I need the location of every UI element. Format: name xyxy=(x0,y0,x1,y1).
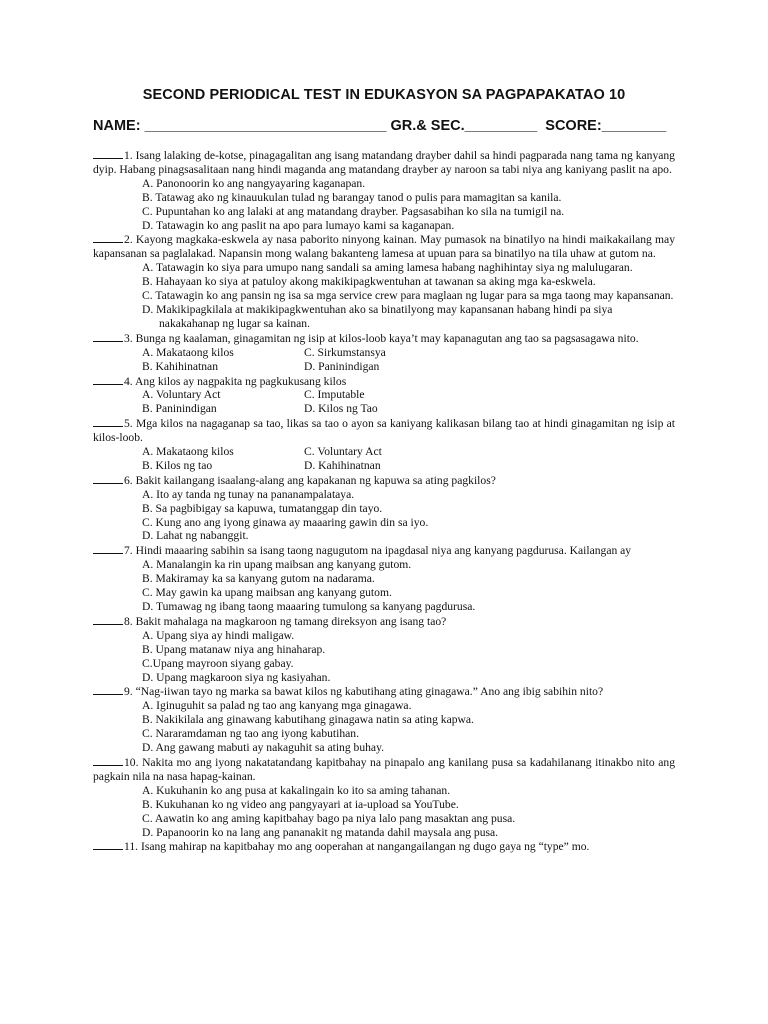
question-text: Bakit mahalaga na magkaroon ng tamang direksyon ang isang tao? xyxy=(135,614,447,628)
answer-option: C. Pupuntahan ko ang lalaki at ang matandang drayber. Pagsasabihan ko sila na tumigil na. xyxy=(142,204,565,218)
question-stem xyxy=(93,148,675,177)
answer-option: A. Ito ay tanda ng tunay na pananampalataya. xyxy=(142,487,355,501)
answer-option: B. Paninindigan xyxy=(142,402,217,416)
answer-option: A. Panonoorin ko ang nangyayaring kaganapan. xyxy=(142,176,366,190)
question-item xyxy=(93,684,675,755)
question-stem xyxy=(93,543,675,558)
answer-option: D. Tatawagin ko ang paslit na apo para lumayo kami sa kaganapan. xyxy=(142,218,455,232)
question-stem xyxy=(93,416,675,445)
question-stem xyxy=(93,614,675,629)
question-number: 3. xyxy=(124,331,133,345)
answer-option: C. Kung ano ang iyong ginawa ay maaaring gawin din sa iyo. xyxy=(142,515,429,529)
answer-option: D. Papanoorin ko na lang ang pananakit ng matanda dahil maysala ang pusa. xyxy=(142,825,499,839)
question-stem xyxy=(93,473,675,488)
answer-blank xyxy=(93,755,123,766)
answer-option: B. Sa pagbibigay sa kapuwa, tumatanggap din tayo. xyxy=(142,501,383,515)
answer-option: B. Hahayaan ko siya at patuloy akong makikipagkwentuhan at tawanan sa aking mga ka-eskwela. xyxy=(142,275,596,289)
answer-option: C. Imputable xyxy=(304,388,365,402)
page-title: SECOND PERIODICAL TEST IN EDUKASYON SA PAGPAPAKATAO 10 xyxy=(142,87,626,103)
answer-option-row xyxy=(93,346,675,360)
answer-option: A. Kukuhanin ko ang pusa at kakalingain ko ito sa aming tahanan. xyxy=(142,783,451,797)
answer-option: C. Aawatin ko ang aming kapitbahay bago pa niya lalo pang masaktan ang pusa. xyxy=(142,811,516,825)
answer-option-row xyxy=(93,388,675,402)
question-stem xyxy=(93,755,675,784)
answer-blank xyxy=(93,416,123,427)
question-text: Bakit kailangang isaalang-alang ang kapakanan ng kapuwa sa ating pagkilos? xyxy=(135,473,496,487)
question-item xyxy=(93,331,675,374)
question-item xyxy=(93,839,675,854)
answer-option: A. Manalangin ka rin upang maibsan ang kanyang gutom. xyxy=(142,558,412,572)
question-number: 4. xyxy=(124,374,133,388)
question-item xyxy=(93,232,675,330)
question-stem xyxy=(93,684,675,699)
question-text: Kayong magkaka-eskwela ay nasa paborito ninyong kainan. May pumasok na binatilyo na hindi maikakailang may kapansanan sa paglalakad. Napansin mong walang bakanteng lamesa at upuan para sa binatilyo na tila uhaw at gutom na. xyxy=(93,233,676,261)
score-label: SCORE: xyxy=(537,118,602,134)
question-item xyxy=(93,473,675,544)
answer-option: A. Voluntary Act xyxy=(142,388,221,402)
answer-blank xyxy=(93,473,123,484)
answer-blank xyxy=(93,331,123,342)
answer-blank xyxy=(93,684,123,695)
question-stem xyxy=(93,839,675,854)
answer-option: B. Tatawag ako ng kinauukulan tulad ng barangay tanod o pulis para mamagitan sa kanila. xyxy=(142,190,562,204)
answer-option: A. Tatawagin ko siya para umupo nang sandali sa aming lamesa habang naghihintay siya ng malulugaran. xyxy=(142,261,633,275)
answer-option-row xyxy=(93,402,675,416)
question-number: 9. xyxy=(124,685,133,699)
answer-option: A. Makataong kilos xyxy=(142,445,234,459)
student-info-line xyxy=(93,118,693,134)
question-list xyxy=(93,148,675,854)
grade-section-label: GR.& SEC. xyxy=(386,118,465,134)
question-number: 10. xyxy=(124,755,139,769)
answer-option: C. May gawin ka upang maibsan ang kanyang gutom. xyxy=(142,586,392,600)
question-stem xyxy=(93,374,675,389)
question-item xyxy=(93,543,675,614)
answer-option-row xyxy=(93,459,675,473)
question-item xyxy=(93,755,675,839)
question-item xyxy=(93,374,675,417)
answer-option: B. Kilos ng tao xyxy=(142,458,213,472)
answer-blank xyxy=(93,543,123,554)
answer-option: C. Tatawagin ko ang pansin ng isa sa mga service crew para maglaan ng lugar para sa mga taong may kapansanan. xyxy=(142,289,674,303)
question-stem xyxy=(93,232,675,261)
question-stem xyxy=(93,331,675,346)
answer-option: D. Paninindigan xyxy=(304,359,380,373)
answer-option: A. Iginuguhit sa palad ng tao ang kanyang mga ginagawa. xyxy=(142,699,412,713)
answer-option: B. Kukuhanan ko ng video ang pangyayari at ia-upload sa YouTube. xyxy=(142,797,459,811)
answer-option: A. Upang siya ay hindi maligaw. xyxy=(142,628,295,642)
question-text: Ang kilos ay nagpakita ng pagkukusang kilos xyxy=(134,374,347,388)
answer-option: B. Nakikilala ang ginawang kabutihang ginagawa natin sa ating kapwa. xyxy=(142,713,474,727)
question-number: 6. xyxy=(124,473,133,487)
question-text: Isang mahirap na kapitbahay mo ang ooperahan at nangangailangan ng dugo gaya ng “type” mo. xyxy=(140,840,590,854)
answer-option: D. Kilos ng Tao xyxy=(304,402,378,416)
answer-blank xyxy=(93,232,123,243)
answer-option: D. Tumawag ng ibang taong maaaring tumulong sa kanyang pagdurusa. xyxy=(142,600,476,613)
question-text: “Nag-iiwan tayo ng marka sa bawat kilos ng kabutihang ating ginagawa.” Ano ang ibig sabihin nito? xyxy=(135,685,604,699)
question-item xyxy=(93,614,675,685)
answer-option: C.Upang mayroon siyang gabay. xyxy=(142,656,294,670)
question-text: Mga kilos na nagaganap sa tao, likas sa tao o ayon sa kaniyang kalikasan bilang tao at hindi ginagamitan ng isip at kilos-loob. xyxy=(93,417,676,445)
answer-option: D. Lahat ng nabanggit. xyxy=(142,529,249,543)
answer-option: B. Upang matanaw niya ang hinaharap. xyxy=(142,642,326,656)
answer-option: C. Voluntary Act xyxy=(304,445,382,459)
question-number: 1. xyxy=(124,149,133,162)
answer-blank xyxy=(93,839,123,850)
answer-option: D. Ang gawang mabuti ay nakaguhit sa ating buhay. xyxy=(142,741,385,755)
question-text: Nakita mo ang iyong nakatatandang kapitbahay na pinapalo ang kanilang pusa sa kadahilanang itinakbo nito ang pagkain nila na nasa hapag-kainan. xyxy=(93,755,675,783)
answer-option: C. Sirkumstansya xyxy=(304,345,386,359)
answer-option: B. Makiramay ka sa kanyang gutom na nadarama. xyxy=(142,572,375,586)
question-text: Isang lalaking de-kotse, pinagagalitan ang isang matandang drayber dahil sa hindi pagparada nang tama ng kanyang dyip. Habang pinagsasalitaan nang hindi maganda ang matandang drayber ay naroon sa tabi niya ang kaniyang paslit na apo. xyxy=(93,149,675,176)
answer-option: C. Nararamdaman ng tao ang iyong kabutihan. xyxy=(142,727,359,741)
name-blank: ______________________________ xyxy=(144,118,387,134)
answer-option: A. Makataong kilos xyxy=(142,345,234,359)
question-item xyxy=(93,148,675,232)
question-number: 2. xyxy=(124,233,133,247)
answer-option: D. Kahihinatnan xyxy=(304,458,381,472)
answer-option: D. Makikipagkilala at makikipagkwentuhan ako sa binatilyong may kapansanan habang hindi pa siya nakakahanap ng lugar sa kainan. xyxy=(142,302,613,330)
question-item xyxy=(93,416,675,473)
question-text: Bunga ng kaalaman, ginagamitan ng isip at kilos-loob kaya’t may kapanagutan ang tao sa pagsasagawa nito. xyxy=(135,331,639,345)
score-blank: ________ xyxy=(601,118,667,134)
answer-blank xyxy=(93,148,123,159)
name-label: NAME: xyxy=(93,118,145,134)
answer-option-row xyxy=(93,445,675,459)
answer-blank xyxy=(93,374,123,385)
answer-option-row xyxy=(93,360,675,374)
question-number: 5. xyxy=(124,417,133,431)
question-number: 11. xyxy=(124,840,139,854)
grade-section-blank: _________ xyxy=(464,118,538,134)
question-number: 8. xyxy=(124,614,133,628)
answer-option: B. Kahihinatnan xyxy=(142,359,218,373)
question-number: 7. xyxy=(124,544,133,558)
question-text: Hindi maaaring sabihin sa isang taong nagugutom na ipagdasal niya ang kanyang pagdurusa. Kailangan ay xyxy=(135,544,632,558)
answer-blank xyxy=(93,614,123,625)
answer-option: D. Upang magkaroon siya ng kasiyahan. xyxy=(142,670,331,684)
